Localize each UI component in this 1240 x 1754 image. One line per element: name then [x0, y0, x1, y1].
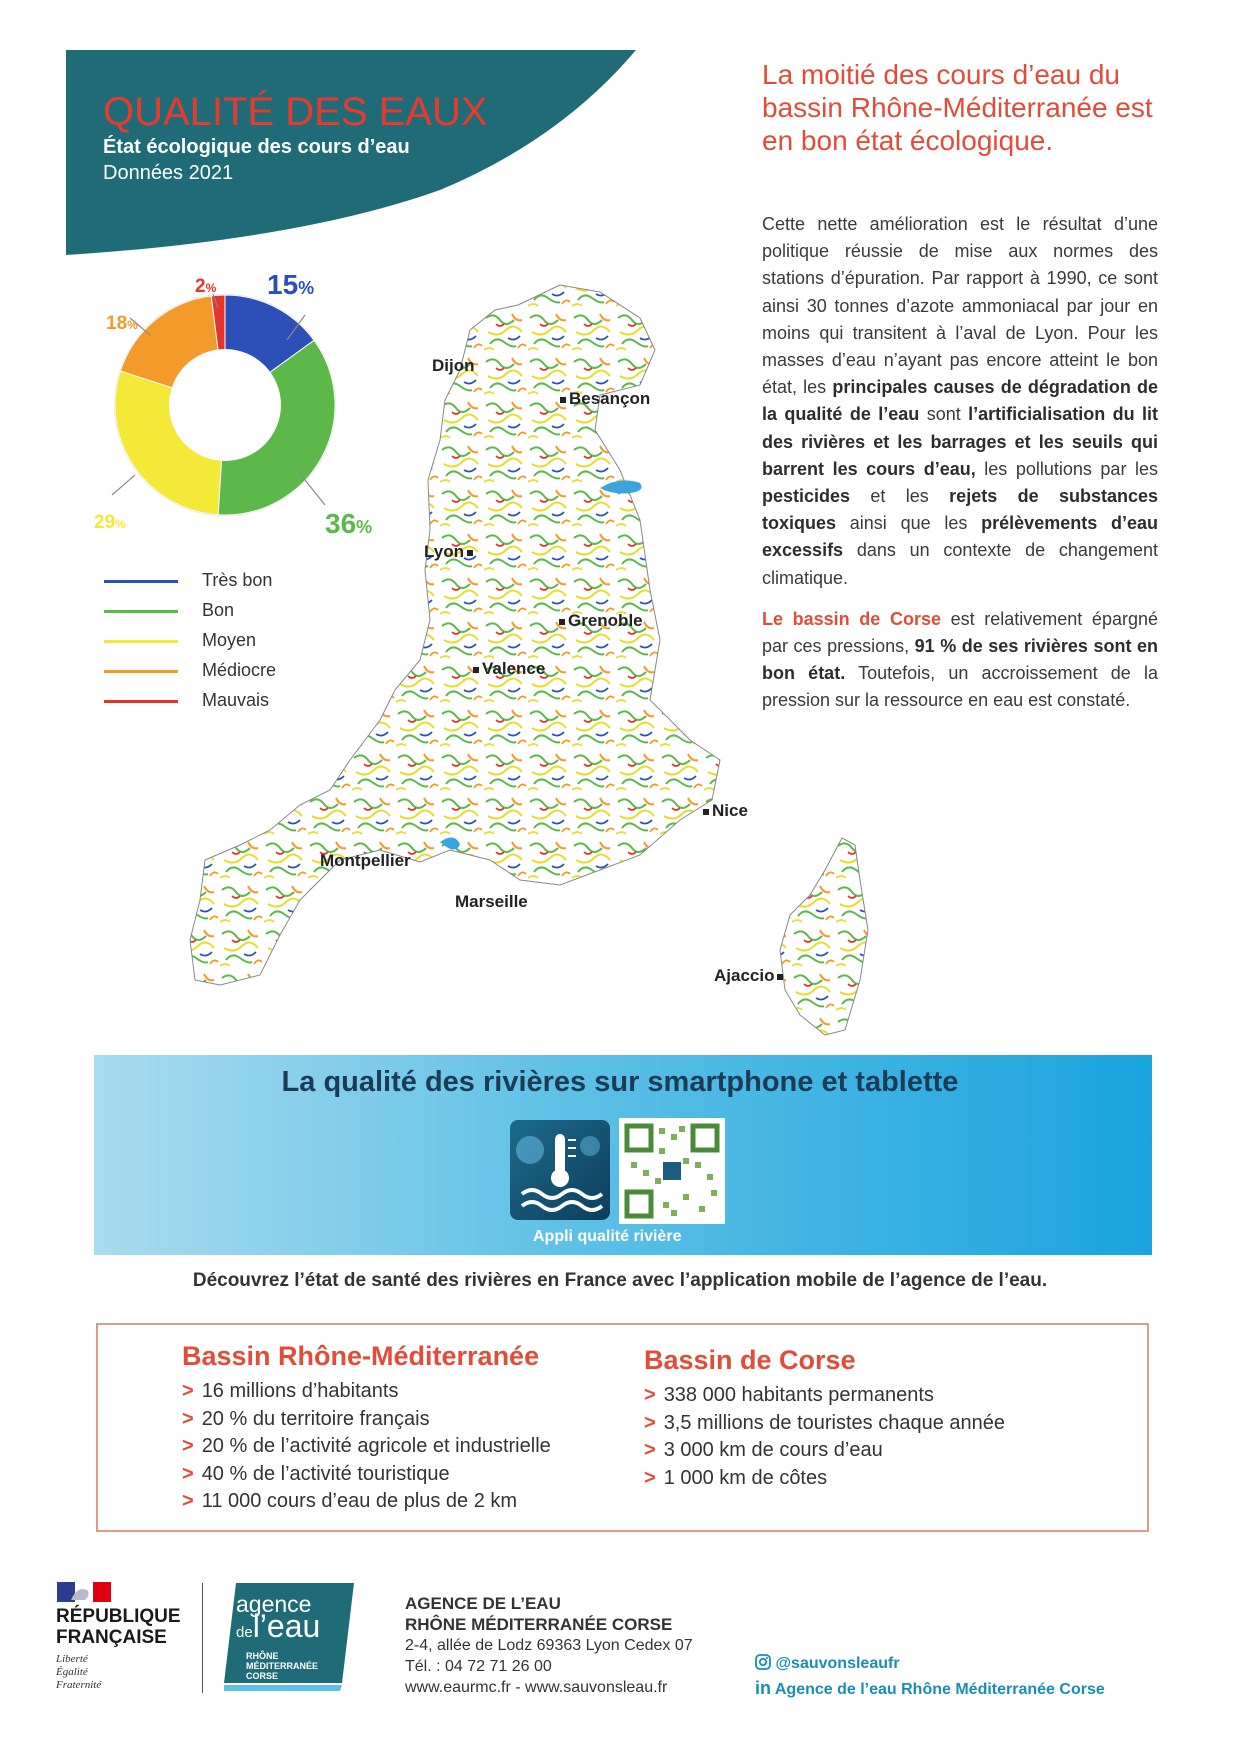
- rhone-stat-item: > 40 % de l’activité touristique: [182, 1462, 450, 1485]
- agency-address: 2-4, allée de Lodz 69363 Lyon Cedex 07 Tél. : 04 72 71 26 00 www.eaurmc.fr - www.sauvonsleau.fr: [405, 1637, 693, 1696]
- pct-label-mediocre: 18%: [106, 313, 138, 334]
- corse-basin: [780, 838, 868, 1035]
- agence-logo-subtext: RHÔNE MÉDITERRANÉE CORSE: [246, 1651, 319, 1681]
- app-discover-text: Découvrez l’état de santé des rivières en France avec l’application mobile de l’agence de l’eau.: [192, 1270, 1048, 1291]
- city-valence: Valence: [470, 659, 545, 679]
- city-ajaccio: Ajaccio: [714, 966, 786, 986]
- city-marseille: Marseille: [455, 892, 528, 911]
- rhone-stat-item: > 20 % de l’activité agricole et industrielle: [182, 1435, 551, 1457]
- city-lyon: Lyon: [424, 542, 476, 562]
- linkedin-link[interactable]: in Agence de l’eau Rhône Méditerranée Corse: [755, 1678, 1105, 1698]
- agency-name: AGENCE DE L’EAU RHÔNE MÉDITERRANÉE CORSE: [405, 1594, 673, 1634]
- corse-stat-item: > 1 000 km de côtes: [644, 1466, 828, 1489]
- pct-label-moyen: 29%: [94, 512, 126, 533]
- marianne-icon: [57, 1582, 111, 1602]
- pct-label-bon: 36%: [325, 508, 373, 539]
- marianne-logo: [57, 1582, 111, 1602]
- pct-label-tres-bon: 15%: [267, 269, 315, 300]
- rhone-stats-title: Bassin Rhône-Méditerranée: [182, 1341, 540, 1371]
- body-paragraph-1: Cette nette amélioration est le résultat d’une politique réussie de mise aux normes des stations d’épuration. Par rapport à 1990, ce sont ainsi 30 tonnes d’azote ammoniacal par jour en moins qui transitent à l’aval de Lyon. Pour les masses d’eau n’ayant pas encore atteint le bon état, les principales causes de dégradation de la qualité de l’eau sont l’artificialisation du lit des rivières et les barrages et les seuils qui barrent les cours d’eau, les pollutions par les pesticides et les rejets de substances toxiques ainsi que les prélèvements d’eau excessifs dans un contexte de changement climatique.: [762, 214, 1159, 588]
- legend-moyen: Moyen: [104, 627, 364, 657]
- corse-stats-title: Bassin de Corse: [644, 1345, 856, 1375]
- app-promo-title: La qualité des rivières sur smartphone et tablette: [281, 1066, 959, 1098]
- qr-code[interactable]: [619, 1118, 725, 1224]
- legend-mauvais: Mauvais: [104, 687, 364, 717]
- rhone-stat-item: > 16 millions d’habitants: [182, 1380, 399, 1402]
- corse-stat-item: > 3,5 millions de touristes chaque année: [644, 1411, 1006, 1434]
- pct-label-mauvais: 2%: [195, 276, 217, 297]
- linkedin-icon: in: [755, 1678, 771, 1698]
- page-subtitle: État écologique des cours d’eau: [103, 136, 410, 158]
- footer-divider: [202, 1583, 203, 1693]
- corse-stat-item: > 338 000 habitants permanents: [644, 1384, 934, 1406]
- rhone-stat-item: > 20 % du territoire français: [182, 1407, 430, 1430]
- legend-bon: Bon: [104, 597, 364, 627]
- legend-tres-bon: Très bon: [104, 567, 364, 597]
- page-title: QUALITÉ DES EAUX: [103, 90, 488, 134]
- city-grenoble: Grenoble: [556, 611, 643, 631]
- instagram-icon: [755, 1654, 771, 1670]
- data-year: Données 2021: [103, 162, 234, 184]
- city-montpellier: Montpellier: [320, 851, 411, 870]
- app-caption: Appli qualité rivière: [533, 1228, 682, 1245]
- corse-stat-item: > 3 000 km de cours d’eau: [644, 1439, 883, 1461]
- rhone-stat-item: > 11 000 cours d’eau de plus de 2 km: [182, 1490, 518, 1512]
- qr-code-icon: [619, 1118, 725, 1224]
- rf-motto: Liberté Égalité Fraternité: [56, 1653, 102, 1691]
- instagram-link[interactable]: @sauvonsleaufr: [755, 1654, 900, 1673]
- rhone-stats: [182, 1341, 551, 1518]
- thermometer-icon: [510, 1120, 610, 1220]
- app-icon[interactable]: [510, 1120, 610, 1220]
- agency-websites[interactable]: www.eaurmc.fr - www.sauvonsleau.fr: [405, 1679, 668, 1696]
- headline: La moitié des cours d’eau du bassin Rhône-Méditerranée est en bon état écologique.: [762, 59, 1153, 156]
- city-nice: Nice: [700, 801, 748, 821]
- corse-stats: [644, 1345, 1005, 1494]
- legend-mediocre: Médiocre: [104, 657, 364, 687]
- agence-logo-text: agence del’eau: [236, 1591, 321, 1644]
- city-dijon: Dijon: [432, 356, 475, 375]
- city-besancon: Besançon: [557, 389, 650, 409]
- body-paragraph-2: Le bassin de Corse est relativement épargné par ces pressions, 91 % de ses rivières sont en bon état. Toutefois, un accroissement de la pression sur la ressource en eau est constaté.: [762, 608, 1158, 711]
- agence-logo: [224, 1583, 354, 1691]
- rf-wordmark: RÉPUBLIQUE FRANÇAISE: [56, 1606, 181, 1648]
